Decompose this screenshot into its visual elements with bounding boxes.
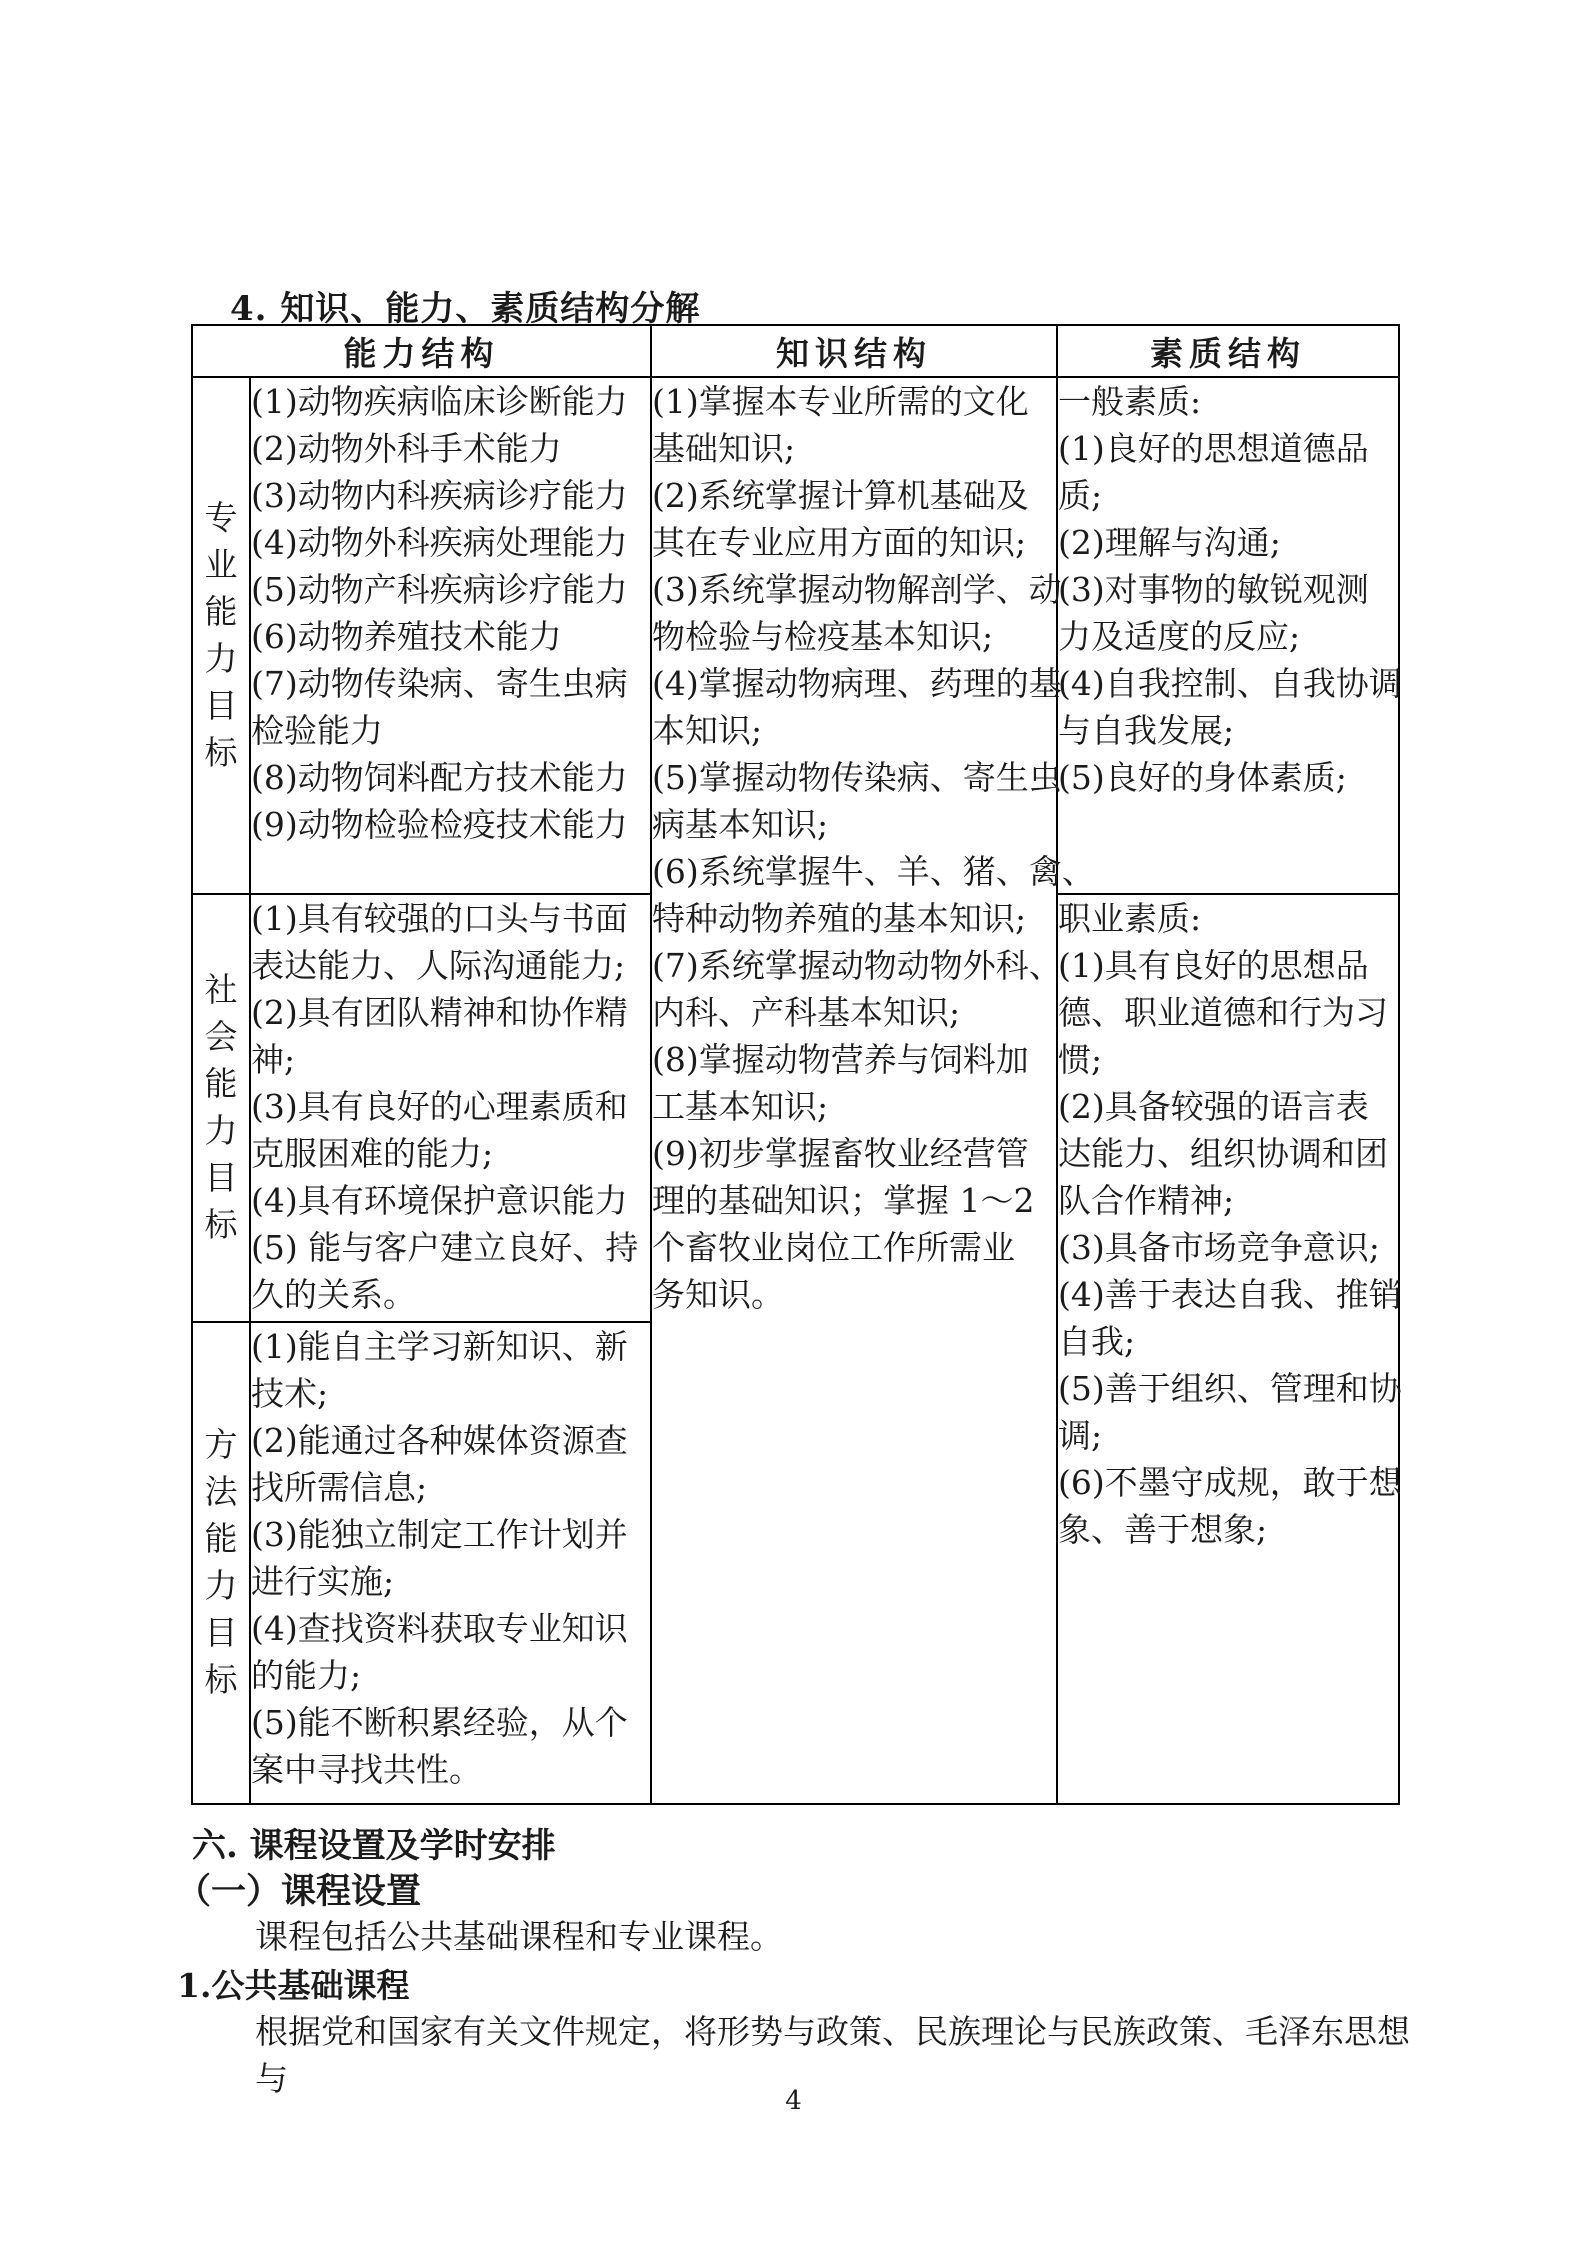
text-line: 德、职业道德和行为习 (1058, 993, 1388, 1032)
vertical-label-char: 标 (204, 1660, 238, 1699)
text-line: 找所需信息; (251, 1468, 428, 1507)
page-number: 4 (785, 2086, 802, 2116)
vertical-label-char: 专 (204, 497, 238, 537)
row-label-social-ability-goal (192, 894, 250, 1322)
text-line: (5)能不断积累经验，从个 (251, 1703, 628, 1742)
vertical-label-char: 标 (204, 1205, 238, 1244)
text-line: 本知识; (652, 711, 763, 750)
text-line: 与自我发展; (1058, 711, 1235, 750)
text-line: (2)理解与沟通; (1058, 523, 1281, 562)
vertical-label-char: 目 (204, 685, 238, 725)
text-line: (1)具有良好的思想品 (1058, 946, 1369, 985)
text-line: (1)动物疾病临床诊断能力 (251, 382, 628, 421)
text-line: (3)系统掌握动物解剖学、动 (652, 570, 1062, 609)
subsection-heading-course-setting: （一）课程设置 (176, 1871, 422, 1912)
vertical-label-char: 会 (204, 1017, 238, 1056)
text-line: (2)系统掌握计算机基础及 (652, 476, 1029, 515)
text-line: (2)具备较强的语言表 (1058, 1087, 1369, 1126)
vertical-label-char: 力 (204, 1566, 238, 1605)
structure-table (191, 324, 1400, 1805)
text-line: (1)具有较强的口头与书面 (251, 899, 628, 938)
text-line: (9)动物检验检疫技术能力 (251, 805, 628, 844)
text-line: 队合作精神; (1058, 1181, 1235, 1220)
text-line: 基础知识; (652, 429, 796, 468)
cell-method-ability-items (250, 1322, 651, 1804)
text-line: (4)查找资料获取专业知识 (251, 1609, 628, 1648)
text-line: (2)动物外科手术能力 (251, 429, 562, 468)
text-line: 质; (1058, 476, 1103, 515)
column-header-knowledge-structure: 知识结构 (651, 325, 1057, 377)
text-line: 病基本知识; (652, 805, 829, 844)
cell-general-quality-items (1057, 377, 1402, 894)
text-line: 技术; (251, 1374, 329, 1413)
paragraph-course-includes: 课程包括公共基础课程和专业课程。 (255, 1917, 783, 1956)
table-header-row (192, 325, 1399, 377)
text-line: (3)具备市场竞争意识; (1058, 1228, 1380, 1267)
text-line: (1)能自主学习新知识、新 (251, 1327, 628, 1366)
text-line: (1)掌握本专业所需的文化 (652, 382, 1029, 421)
text-line: (8)掌握动物营养与饲料加 (652, 1040, 1029, 1079)
text-line: (3)动物内科疾病诊疗能力 (251, 476, 628, 515)
text-line: 其在专业应用方面的知识; (652, 523, 1027, 562)
text-line: (5)掌握动物传染病、寄生虫 (652, 758, 1062, 797)
text-line: 一般素质: (1058, 382, 1202, 421)
subsection-heading-public-basic-courses: 1.公共基础课程 (177, 1966, 410, 2005)
text-line: 调; (1058, 1416, 1103, 1455)
vertical-label-char: 力 (204, 638, 238, 678)
cell-professional-quality-items (1057, 894, 1402, 1804)
vertical-label-char: 法 (204, 1472, 238, 1511)
cell-social-ability-items (250, 894, 651, 1322)
text-line: 达能力、组织协调和团 (1058, 1134, 1388, 1173)
text-line: 检验能力 (251, 711, 383, 750)
text-line: (4)善于表达自我、推销 (1058, 1275, 1402, 1314)
text-line: 内科、产科基本知识; (652, 993, 961, 1032)
text-line: (5) 能与客户建立良好、持 (251, 1228, 639, 1267)
row-label-professional-ability-goal (192, 377, 250, 894)
text-line: (6)动物养殖技术能力 (251, 617, 562, 656)
text-line: (9)初步掌握畜牧业经营管 (652, 1134, 1029, 1173)
table-row-professional (192, 377, 1399, 894)
text-line: (5)动物产科疾病诊疗能力 (251, 570, 628, 609)
text-line: (4)掌握动物病理、药理的基 (652, 664, 1062, 703)
text-line: (7)系统掌握动物动物外科、 (652, 946, 1062, 985)
text-line: (2)能通过各种媒体资源查 (251, 1421, 628, 1460)
text-line: 象、善于想象; (1058, 1510, 1268, 1549)
structure-breakdown-title: 4. 知识、能力、素质结构分解 (230, 289, 701, 329)
text-line: (1)良好的思想道德品 (1058, 429, 1369, 468)
vertical-label-char: 力 (204, 1111, 238, 1150)
text-line: 久的关系。 (251, 1275, 416, 1314)
vertical-label-char: 社 (204, 970, 238, 1009)
text-line: (6)系统掌握牛、羊、猪、禽、 (652, 852, 1095, 891)
text-line: 力及适度的反应; (1058, 617, 1301, 656)
vertical-label-char: 能 (204, 1064, 238, 1103)
text-line: 表达能力、人际沟通能力; (251, 946, 626, 985)
vertical-label-char: 业 (204, 544, 238, 584)
vertical-label-char: 标 (204, 732, 238, 772)
text-line: (3)对事物的敏锐观测 (1058, 570, 1369, 609)
text-line: 自我; (1058, 1322, 1136, 1361)
row-label-method-ability-goal (192, 1322, 250, 1804)
vertical-label-char: 方 (204, 1425, 238, 1464)
vertical-label-char: 能 (204, 591, 238, 631)
text-line: (4)具有环境保护意识能力 (251, 1181, 628, 1220)
text-line: 特种动物养殖的基本知识; (652, 899, 1027, 938)
text-line: 工基本知识; (652, 1087, 829, 1126)
text-line: (3)能独立制定工作计划并 (251, 1515, 628, 1554)
column-header-ability-structure: 能力结构 (192, 325, 651, 377)
text-line: (6)不墨守成规，敢于想 (1058, 1463, 1402, 1502)
text-line: 进行实施; (251, 1562, 395, 1601)
text-line: 神; (251, 1040, 296, 1079)
text-line: (5)良好的身体素质; (1058, 758, 1347, 797)
text-line: (7)动物传染病、寄生虫病 (251, 664, 628, 703)
text-line: 克服困难的能力; (251, 1134, 494, 1173)
vertical-label-char: 目 (204, 1158, 238, 1197)
text-line: 案中寻找共性。 (251, 1750, 482, 1789)
cell-professional-ability-items (250, 377, 651, 894)
text-line: 职业素质: (1058, 899, 1202, 938)
text-line: (4)动物外科疾病处理能力 (251, 523, 628, 562)
text-line: 的能力; (251, 1656, 362, 1695)
text-line: (5)善于组织、管理和协 (1058, 1369, 1402, 1408)
text-line: 个畜牧业岗位工作所需业 (652, 1228, 1015, 1267)
text-line: (3)具有良好的心理素质和 (251, 1087, 628, 1126)
text-line: 理的基础知识；掌握 1～2 (652, 1181, 1035, 1220)
column-header-quality-structure: 素质结构 (1057, 325, 1399, 377)
text-line: 物检验与检疫基本知识; (652, 617, 994, 656)
text-line: 务知识。 (652, 1275, 784, 1314)
paragraph-public-basic-courses: 根据党和国家有关文件规定，将形势与政策、民族理论与民族政策、毛泽东思想与 (255, 2012, 1410, 2098)
vertical-label-char: 能 (204, 1519, 238, 1558)
text-line: (2)具有团队精神和协作精 (251, 993, 628, 1032)
vertical-label-char: 目 (204, 1613, 238, 1652)
text-line: (8)动物饲料配方技术能力 (251, 758, 628, 797)
section-heading-course-setup: 六. 课程设置及学时安排 (192, 1826, 556, 1866)
cell-knowledge-items (651, 377, 1095, 1804)
text-line: 惯; (1058, 1040, 1103, 1079)
text-line: (4)自我控制、自我协调 (1058, 664, 1402, 703)
